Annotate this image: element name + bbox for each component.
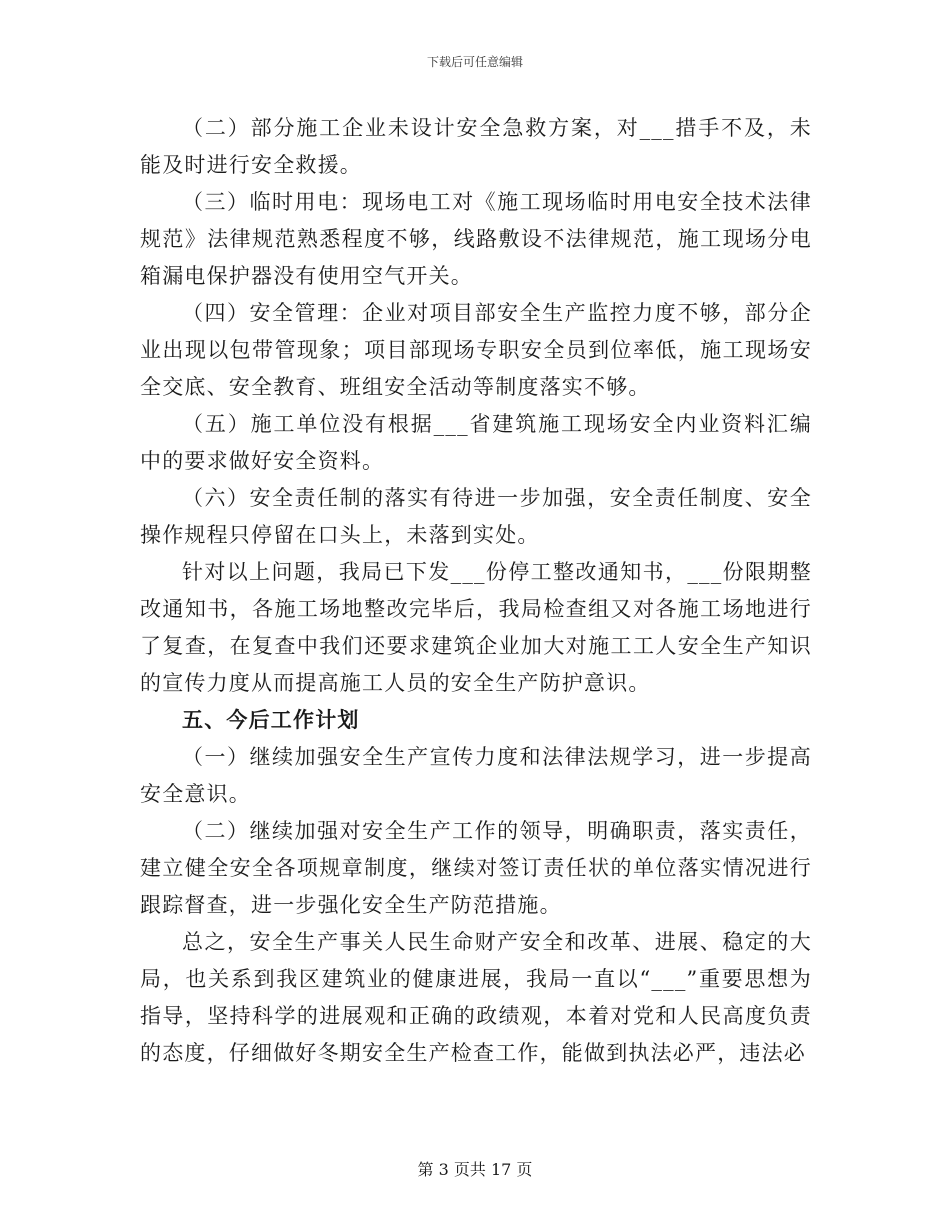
conclusion-paragraph: 总之，安全生产事关人民生命财产安全和改革、进展、稳定的大局，也关系到我区建筑业的健康进展，我局一直以“___”重要思想为指导，坚持科学的进展观和正确的政绩观，本着对党和人民高度负责的态度，仔细做好冬期安全生产检查工作，能做到执法必严，违法必 xyxy=(140,930,812,1065)
paragraph-4: （四）安全管理：企业对项目部安全生产监控力度不够，部分企业出现以包带管现象；项目部现场专职安全员到位率低，施工现场安全交底、安全教育、班组安全活动等制度落实不够。 xyxy=(140,301,812,399)
page-header: 下载后可任意编辑 xyxy=(426,55,523,69)
page-footer: 第 3 页共 17 页 xyxy=(417,1160,533,1179)
plan-paragraph-2: （二）继续加强对安全生产工作的领导，明确职责，落实责任，建立健全安全各项规章制度，继续对签订责任状的单位落实情况进行跟踪督查，进一步强化安全生产防范措施。 xyxy=(140,819,812,917)
paragraph-6: （六）安全责任制的落实有待进一步加强，安全责任制度、安全操作规程只停留在口头上，未落到实处。 xyxy=(140,486,812,547)
paragraph-summary: 针对以上问题，我局已下发___份停工整改通知书，___份限期整改通知书，各施工场地整改完毕后，我局检查组又对各施工场地进行了复查，在复查中我们还要求建筑企业加大对施工工人安全生产知识的宣传力度从而提高施工人员的安全生产防护意识。 xyxy=(140,560,812,695)
paragraph-2: （二）部分施工企业未设计安全急救方案，对___措手不及，未能及时进行安全救援。 xyxy=(140,116,812,177)
paragraph-5: （五）施工单位没有根据___省建筑施工现场安全内业资料汇编中的要求做好安全资料。 xyxy=(140,412,812,473)
document-body xyxy=(140,110,812,1072)
section-heading: 五、今后工作计划 xyxy=(182,708,360,732)
plan-paragraph-1: （一）继续加强安全生产宣传力度和法律法规学习，进一步提高安全意识。 xyxy=(140,745,812,806)
paragraph-3: （三）临时用电：现场电工对《施工现场临时用电安全技术法律规范》法律规范熟悉程度不够，线路敷设不法律规范，施工现场分电箱漏电保护器没有使用空气开关。 xyxy=(140,190,812,288)
